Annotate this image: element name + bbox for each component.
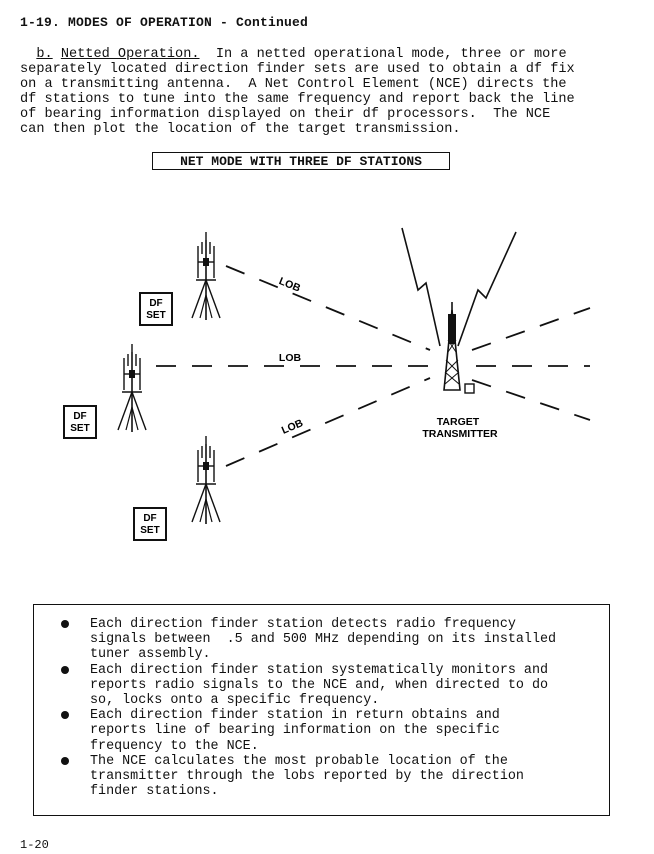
signal-bolt-left: [402, 228, 440, 346]
df-antenna-icon: [192, 232, 220, 320]
summary-box: [33, 604, 610, 816]
bullet-icon: [61, 666, 69, 674]
subsection-label: b.: [36, 47, 53, 62]
paragraph-line: separately located direction finder sets are used to obtain a df fix: [20, 62, 575, 77]
df-set-label-bottom-2: SET: [140, 525, 160, 536]
lob-label-top: LOB: [277, 275, 303, 295]
df-antenna-icon: [192, 436, 220, 524]
list-item-line: The NCE calculates the most probable location of the: [90, 753, 508, 769]
section-heading: 1-19. MODES OF OPERATION - Continued: [20, 15, 309, 30]
target-label-line2: TRANSMITTER: [422, 428, 498, 440]
list-item-line: tuner assembly.: [90, 647, 211, 663]
paragraph-line: of bearing information displayed on their df processors. The NCE: [20, 107, 551, 122]
df-set-label-top-2: SET: [146, 310, 166, 321]
summary-list: [34, 605, 609, 799]
list-item: [90, 754, 601, 800]
lob-line-top: [226, 266, 430, 350]
bullet-icon: [61, 757, 69, 765]
bullet-icon: [61, 711, 69, 719]
df-set-label-middle-2: SET: [70, 423, 90, 434]
df-set-label-middle-1: DF: [73, 411, 87, 422]
list-item: [90, 617, 601, 663]
list-item-line: transmitter through the lobs reported by the direction: [90, 769, 524, 785]
radiating-line-down: [472, 380, 590, 420]
list-item-line: finder stations.: [90, 784, 219, 800]
list-item: [90, 708, 601, 754]
list-item-line: Each direction finder station systematically monitors and: [90, 662, 549, 678]
paragraph-line-1: [20, 47, 632, 62]
df-set-label-bottom-1: DF: [143, 513, 157, 524]
subsection-title: Netted Operation.: [60, 47, 200, 62]
list-item-line: reports radio signals to the NCE and, when directed to do: [90, 677, 549, 693]
paragraph-line-1-rest: In a netted operational mode, three or more: [199, 47, 567, 62]
list-item-line: reports line of bearing information on the specific: [90, 723, 500, 739]
list-item-line: Each direction finder station in return obtains and: [90, 708, 500, 724]
target-label-line1: TARGET: [436, 416, 480, 428]
list-item-line: Each direction finder station detects radio frequency: [90, 617, 516, 632]
page-number: 1-20: [20, 838, 49, 852]
lob-label-middle: LOB: [278, 352, 302, 364]
list-item: [90, 663, 601, 709]
body-paragraph: [20, 47, 632, 137]
paragraph-line: on a transmitting antenna. A Net Control Element (NCE) directs the: [20, 77, 567, 92]
list-item-line: frequency to the NCE.: [90, 738, 259, 754]
net-mode-diagram: [0, 172, 654, 582]
lob-label-bottom: LOB: [279, 417, 305, 437]
bullet-icon: [61, 620, 69, 628]
list-item-line: signals between .5 and 500 MHz depending on its installed: [90, 632, 557, 648]
list-item-line: so, locks onto a specific frequency.: [90, 693, 380, 709]
signal-bolt-right: [458, 232, 516, 346]
df-antenna-icon: [118, 344, 146, 432]
radiating-line-up: [472, 308, 590, 350]
figure-title: NET MODE WITH THREE DF STATIONS: [152, 152, 450, 170]
paragraph-line: can then plot the location of the target transmission.: [20, 122, 461, 137]
df-set-label-top-1: DF: [149, 298, 163, 309]
lob-line-bottom: [226, 378, 430, 466]
paragraph-line: df stations to tune into the same frequency and report back the line: [20, 92, 575, 107]
